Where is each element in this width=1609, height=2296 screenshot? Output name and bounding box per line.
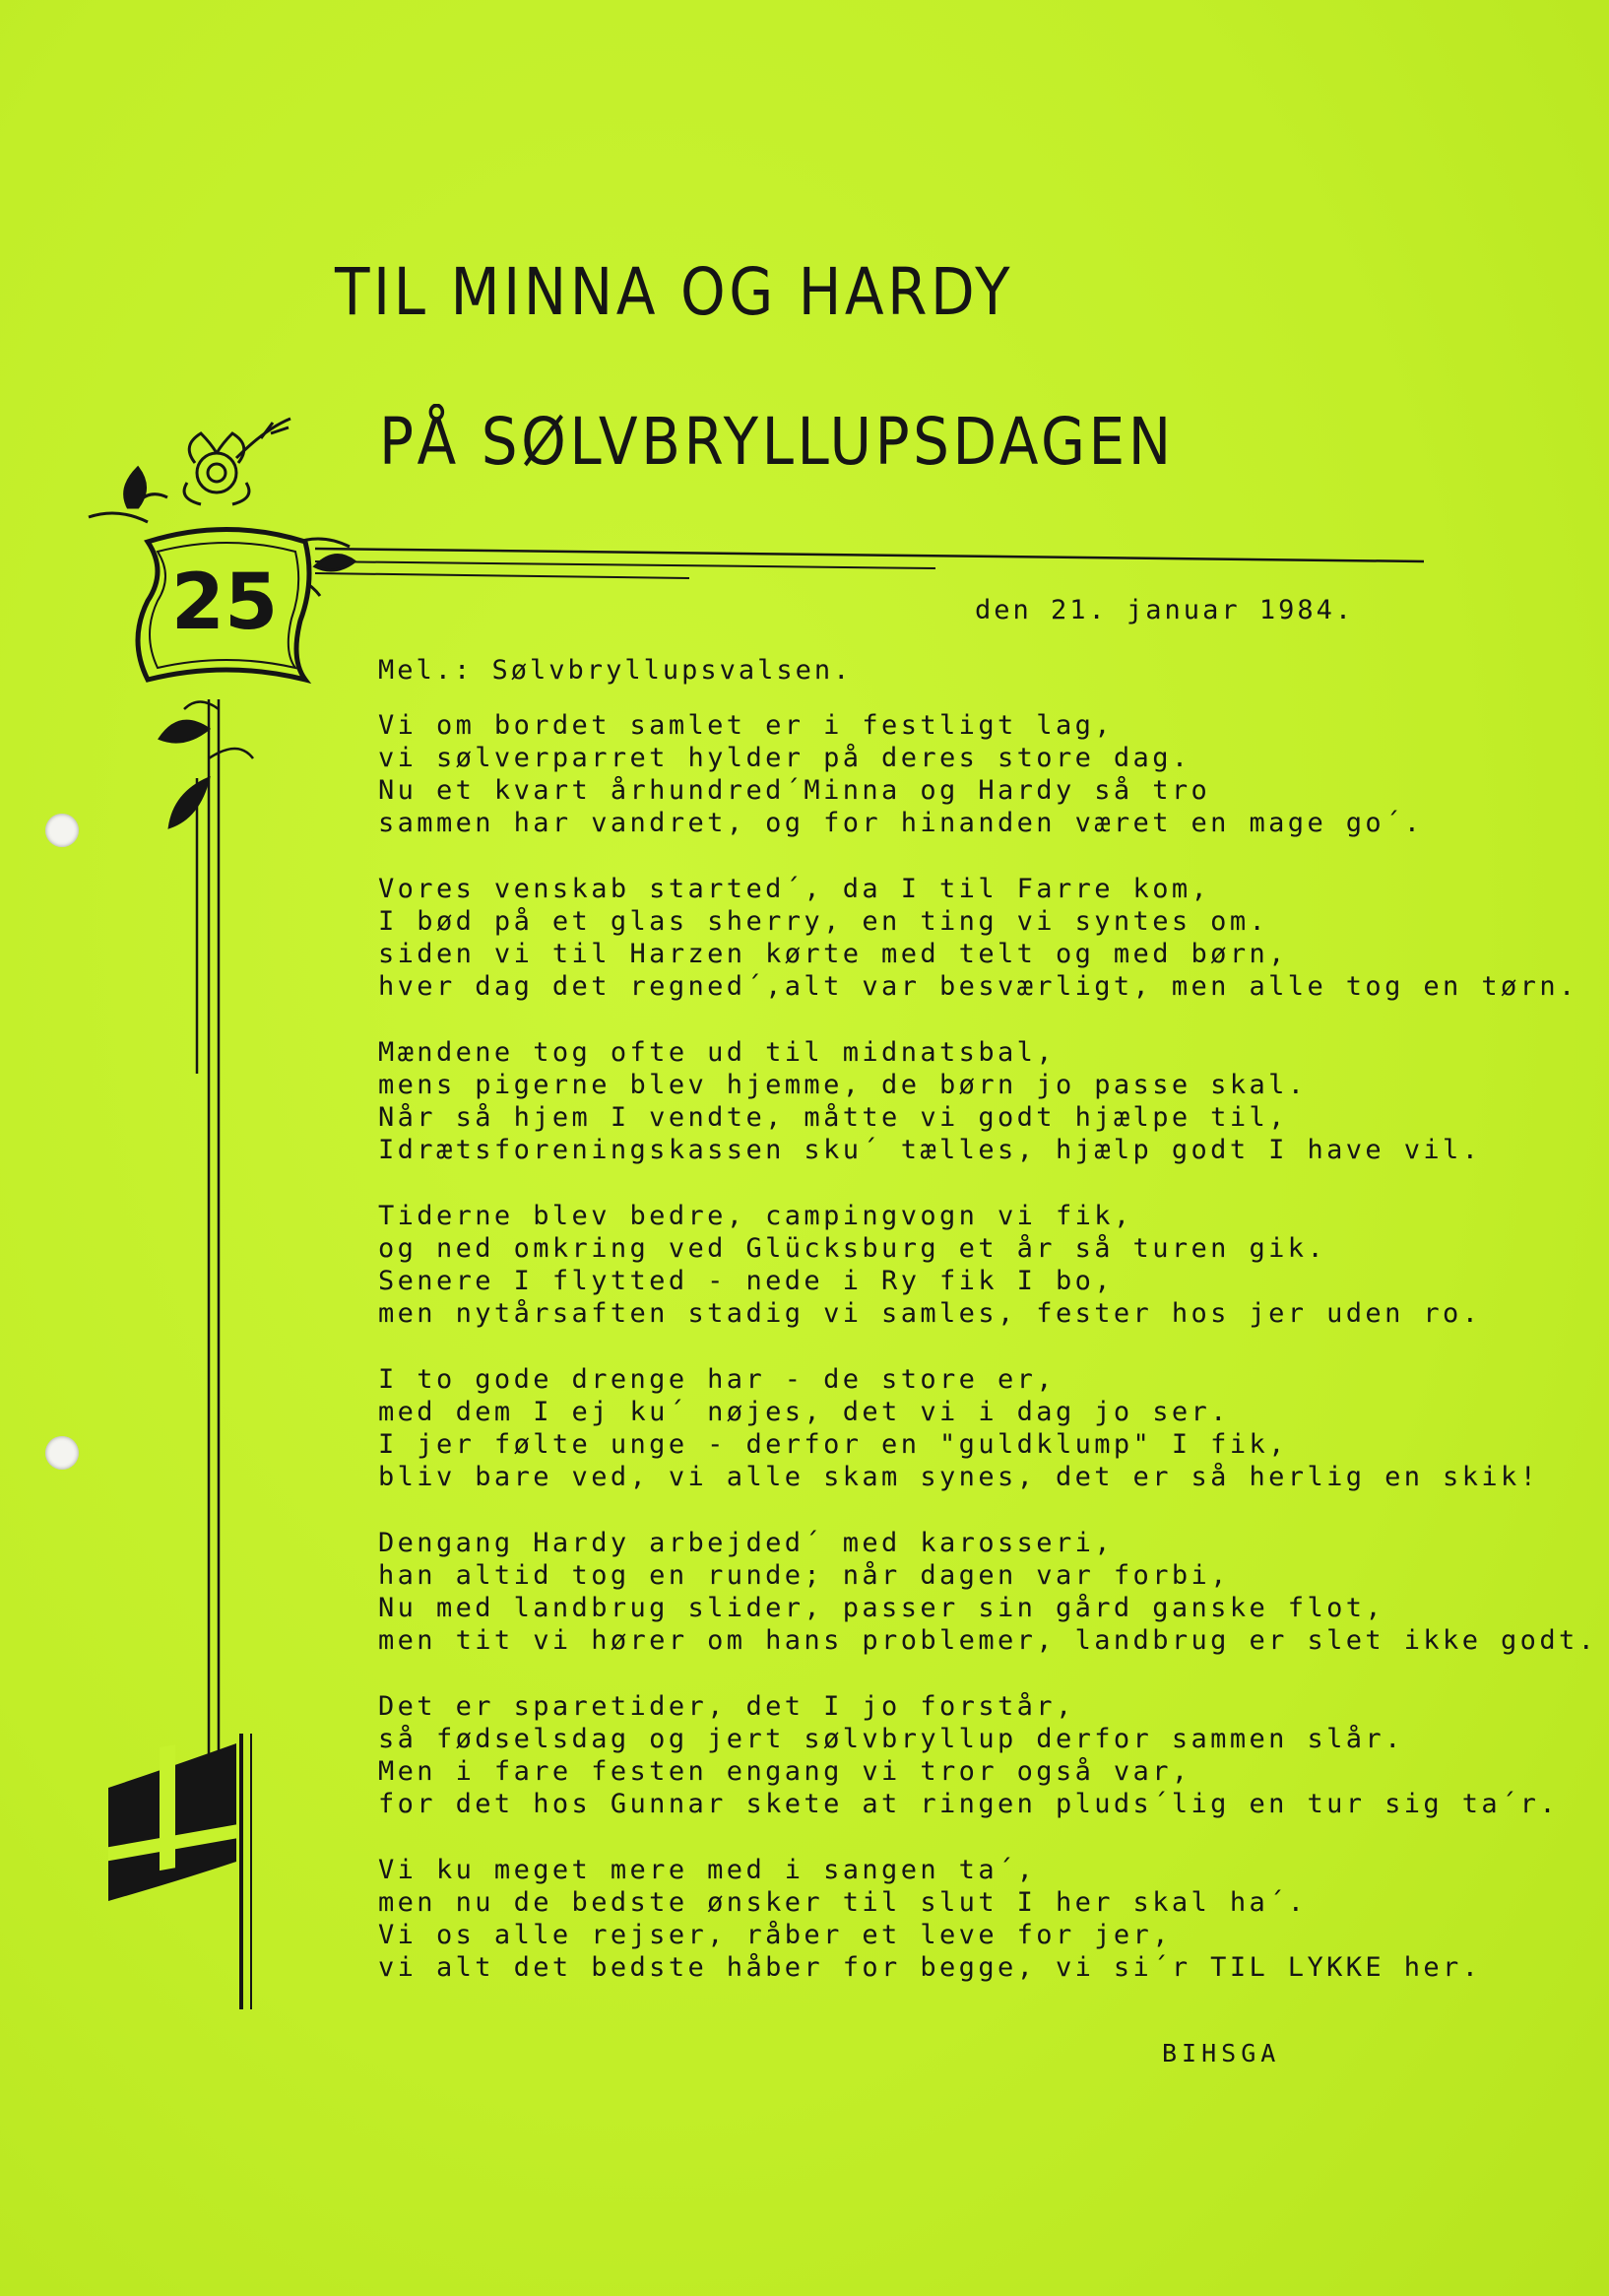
- stanza: [378, 1854, 1599, 1984]
- song-line: så fødselsdag og jert sølvbryllup derfor sammen slår.: [378, 1724, 1404, 1754]
- song-line: Dengang Hardy arbejded´ med karosseri,: [378, 1528, 1114, 1558]
- song-line: men tit vi hører om hans problemer, landbrug er slet ikke godt.: [378, 1625, 1598, 1656]
- stanza: [378, 1690, 1599, 1820]
- song-line: for det hos Gunnar skete at ringen pluds´lig en tur sig ta´r.: [378, 1789, 1559, 1819]
- song-line: Når så hjem I vendte, måtte vi godt hjælpe til,: [378, 1102, 1288, 1133]
- song-line: Vores venskab started´, da I til Farre kom,: [378, 874, 1211, 904]
- song-line: I jer følte unge - derfor en "guldklump" I fik,: [378, 1429, 1288, 1460]
- song-line: og ned omkring ved Glücksburg et år så turen gik.: [378, 1233, 1327, 1264]
- song-line: Vi ku meget mere med i sangen ta´,: [378, 1855, 1037, 1885]
- song-line: med dem I ej ku´ nøjes, det vi i dag jo ser.: [378, 1397, 1230, 1427]
- song-line: Senere I flytted - nede i Ry fik I bo,: [378, 1266, 1114, 1296]
- song-line: Mændene tog ofte ud til midnatsbal,: [378, 1037, 1056, 1068]
- song-line: sammen har vandret, og for hinanden været en mage go´.: [378, 808, 1424, 838]
- stanza: [378, 873, 1599, 1003]
- song-line: men nu de bedste ønsker til slut I her skal ha´.: [378, 1887, 1308, 1918]
- stanza: [378, 1363, 1599, 1493]
- song-line: vi alt det bedste håber for begge, vi si´r TIL LYKKE her.: [378, 1952, 1482, 1983]
- song-line: han altid tog en runde; når dagen var forbi,: [378, 1560, 1230, 1591]
- stanza: [378, 1200, 1599, 1330]
- song-line: Vi om bordet samlet er i festligt lag,: [378, 710, 1114, 741]
- stanza: [378, 1036, 1599, 1166]
- song-line: Men i fare festen engang vi tror også var,: [378, 1756, 1191, 1787]
- silver-anniversary-shield-icon: [128, 522, 325, 689]
- letter-date: den 21. januar 1984.: [975, 595, 1355, 625]
- song-line: I bød på et glas sherry, en ting vi syntes om.: [378, 906, 1269, 937]
- song-line: Nu med landbrug slider, passer sin gård ganske flot,: [378, 1593, 1385, 1623]
- song-line: I to gode drenge har - de store er,: [378, 1364, 1056, 1395]
- song-line: siden vi til Harzen kørte med telt og med børn,: [378, 939, 1288, 969]
- flag-icon: [98, 1734, 276, 2009]
- signature: BIHSGA: [1162, 2039, 1281, 2067]
- song-line: Det er sparetider, det I jo forstår,: [378, 1691, 1075, 1722]
- song-line: hver dag det regned´,alt var besværligt, men alle tog en tørn.: [378, 971, 1578, 1002]
- song-line: Idrætsforeningskassen sku´ tælles, hjælp godt I have vil.: [378, 1135, 1482, 1165]
- song-line: Nu et kvart århundred´Minna og Hardy så tro: [378, 775, 1211, 806]
- song-line: vi sølverparret hylder på deres store dag.: [378, 743, 1191, 773]
- title-line-2: PÅ SØLVBRYLLUPSDAGEN: [379, 404, 1175, 480]
- emblem-number: 25: [170, 558, 279, 647]
- song-line: bliv bare ved, vi alle skam synes, det er så herlig en skik!: [378, 1462, 1540, 1492]
- title-line-1: TIL MINNA OG HARDY: [335, 254, 1014, 330]
- stanza: [378, 709, 1599, 839]
- song-line: Vi os alle rejser, råber et leve for jer,: [378, 1920, 1172, 1950]
- song-line: Tiderne blev bedre, campingvogn vi fik,: [378, 1201, 1133, 1231]
- song-text: [378, 709, 1599, 2017]
- song-line: men nytårsaften stadig vi samles, fester hos jer uden ro.: [378, 1298, 1482, 1329]
- stanza: [378, 1527, 1599, 1657]
- melody-note: Mel.: Sølvbryllupsvalsen.: [378, 655, 853, 686]
- song-line: mens pigerne blev hjemme, de børn jo passe skal.: [378, 1070, 1308, 1100]
